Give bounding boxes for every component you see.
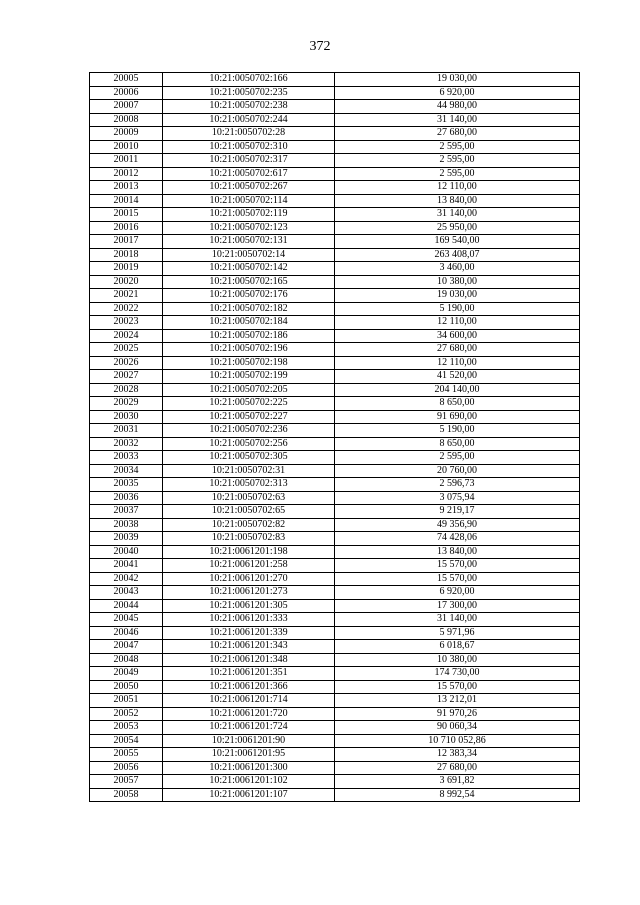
table-row: [90, 437, 580, 451]
row-number-cell: 20038: [90, 518, 163, 532]
row-number-cell: 20041: [90, 559, 163, 573]
value-cell: 10 710 052,86: [335, 734, 580, 748]
row-number-cell: 20006: [90, 86, 163, 100]
cadastral-number-cell: 10:21:0061201:720: [163, 707, 335, 721]
registry-table-body: [90, 73, 580, 802]
cadastral-number-cell: 10:21:0061201:258: [163, 559, 335, 573]
value-cell: 27 680,00: [335, 343, 580, 357]
value-cell: 204 140,00: [335, 383, 580, 397]
table-row: [90, 478, 580, 492]
table-row: [90, 748, 580, 762]
table-row: [90, 572, 580, 586]
table-row: [90, 86, 580, 100]
value-cell: 13 840,00: [335, 194, 580, 208]
table-row: [90, 100, 580, 114]
table-row: [90, 289, 580, 303]
table-row: [90, 248, 580, 262]
row-number-cell: 20047: [90, 640, 163, 654]
table-row: [90, 761, 580, 775]
value-cell: 19 030,00: [335, 73, 580, 87]
value-cell: 34 600,00: [335, 329, 580, 343]
table-row: [90, 181, 580, 195]
table-row: [90, 73, 580, 87]
value-cell: 27 680,00: [335, 761, 580, 775]
row-number-cell: 20035: [90, 478, 163, 492]
table-row: [90, 275, 580, 289]
row-number-cell: 20025: [90, 343, 163, 357]
table-row: [90, 721, 580, 735]
cadastral-number-cell: 10:21:0050702:313: [163, 478, 335, 492]
value-cell: 12 110,00: [335, 356, 580, 370]
cadastral-number-cell: 10:21:0061201:351: [163, 667, 335, 681]
value-cell: 20 760,00: [335, 464, 580, 478]
cadastral-number-cell: 10:21:0061201:724: [163, 721, 335, 735]
table-row: [90, 505, 580, 519]
table-row: [90, 424, 580, 438]
row-number-cell: 20031: [90, 424, 163, 438]
cadastral-number-cell: 10:21:0061201:270: [163, 572, 335, 586]
row-number-cell: 20009: [90, 127, 163, 141]
row-number-cell: 20053: [90, 721, 163, 735]
row-number-cell: 20043: [90, 586, 163, 600]
cadastral-number-cell: 10:21:0061201:305: [163, 599, 335, 613]
table-row: [90, 302, 580, 316]
row-number-cell: 20049: [90, 667, 163, 681]
row-number-cell: 20013: [90, 181, 163, 195]
value-cell: 44 980,00: [335, 100, 580, 114]
row-number-cell: 20020: [90, 275, 163, 289]
row-number-cell: 20027: [90, 370, 163, 384]
cadastral-number-cell: 10:21:0061201:714: [163, 694, 335, 708]
table-row: [90, 194, 580, 208]
cadastral-number-cell: 10:21:0050702:166: [163, 73, 335, 87]
cadastral-number-cell: 10:21:0061201:273: [163, 586, 335, 600]
cadastral-number-cell: 10:21:0050702:310: [163, 140, 335, 154]
row-number-cell: 20007: [90, 100, 163, 114]
registry-table: [89, 72, 580, 802]
table-row: [90, 518, 580, 532]
value-cell: 27 680,00: [335, 127, 580, 141]
value-cell: 12 383,34: [335, 748, 580, 762]
table-row: [90, 532, 580, 546]
cadastral-number-cell: 10:21:0061201:339: [163, 626, 335, 640]
cadastral-number-cell: 10:21:0050702:198: [163, 356, 335, 370]
value-cell: 31 140,00: [335, 208, 580, 222]
cadastral-number-cell: 10:21:0050702:82: [163, 518, 335, 532]
value-cell: 5 190,00: [335, 424, 580, 438]
page-number: 372: [309, 39, 331, 54]
table-row: [90, 653, 580, 667]
table-row: [90, 545, 580, 559]
row-number-cell: 20015: [90, 208, 163, 222]
table-row: [90, 775, 580, 789]
cadastral-number-cell: 10:21:0061201:300: [163, 761, 335, 775]
table-row: [90, 613, 580, 627]
table-row: [90, 586, 580, 600]
table-row: [90, 464, 580, 478]
value-cell: 31 140,00: [335, 113, 580, 127]
table-row: [90, 788, 580, 802]
value-cell: 263 408,07: [335, 248, 580, 262]
row-number-cell: 20030: [90, 410, 163, 424]
table-row: [90, 599, 580, 613]
value-cell: 25 950,00: [335, 221, 580, 235]
table-row: [90, 410, 580, 424]
value-cell: 6 018,67: [335, 640, 580, 654]
cadastral-number-cell: 10:21:0050702:225: [163, 397, 335, 411]
row-number-cell: 20057: [90, 775, 163, 789]
cadastral-number-cell: 10:21:0050702:83: [163, 532, 335, 546]
cadastral-number-cell: 10:21:0050702:28: [163, 127, 335, 141]
row-number-cell: 20055: [90, 748, 163, 762]
cadastral-number-cell: 10:21:0050702:131: [163, 235, 335, 249]
value-cell: 8 650,00: [335, 397, 580, 411]
cadastral-number-cell: 10:21:0061201:90: [163, 734, 335, 748]
row-number-cell: 20026: [90, 356, 163, 370]
table-row: [90, 734, 580, 748]
value-cell: 12 110,00: [335, 316, 580, 330]
row-number-cell: 20036: [90, 491, 163, 505]
value-cell: 3 691,82: [335, 775, 580, 789]
value-cell: 12 110,00: [335, 181, 580, 195]
value-cell: 91 970,26: [335, 707, 580, 721]
row-number-cell: 20051: [90, 694, 163, 708]
value-cell: 19 030,00: [335, 289, 580, 303]
table-row: [90, 154, 580, 168]
row-number-cell: 20012: [90, 167, 163, 181]
cadastral-number-cell: 10:21:0050702:142: [163, 262, 335, 276]
cadastral-number-cell: 10:21:0050702:205: [163, 383, 335, 397]
value-cell: 3 460,00: [335, 262, 580, 276]
cadastral-number-cell: 10:21:0050702:227: [163, 410, 335, 424]
cadastral-number-cell: 10:21:0050702:244: [163, 113, 335, 127]
row-number-cell: 20022: [90, 302, 163, 316]
table-row: [90, 626, 580, 640]
value-cell: 8 992,54: [335, 788, 580, 802]
row-number-cell: 20024: [90, 329, 163, 343]
row-number-cell: 20037: [90, 505, 163, 519]
row-number-cell: 20039: [90, 532, 163, 546]
value-cell: 2 596,73: [335, 478, 580, 492]
table-row: [90, 127, 580, 141]
value-cell: 2 595,00: [335, 140, 580, 154]
cadastral-number-cell: 10:21:0050702:256: [163, 437, 335, 451]
row-number-cell: 20040: [90, 545, 163, 559]
cadastral-number-cell: 10:21:0050702:238: [163, 100, 335, 114]
row-number-cell: 20010: [90, 140, 163, 154]
table-row: [90, 559, 580, 573]
row-number-cell: 20019: [90, 262, 163, 276]
value-cell: 174 730,00: [335, 667, 580, 681]
cadastral-number-cell: 10:21:0050702:235: [163, 86, 335, 100]
table-row: [90, 113, 580, 127]
table-row: [90, 235, 580, 249]
cadastral-number-cell: 10:21:0050702:196: [163, 343, 335, 357]
value-cell: 169 540,00: [335, 235, 580, 249]
cadastral-number-cell: 10:21:0050702:176: [163, 289, 335, 303]
cadastral-number-cell: 10:21:0050702:305: [163, 451, 335, 465]
row-number-cell: 20032: [90, 437, 163, 451]
value-cell: 13 212,01: [335, 694, 580, 708]
value-cell: 31 140,00: [335, 613, 580, 627]
cadastral-number-cell: 10:21:0050702:317: [163, 154, 335, 168]
row-number-cell: 20028: [90, 383, 163, 397]
table-row: [90, 451, 580, 465]
cadastral-number-cell: 10:21:0050702:199: [163, 370, 335, 384]
value-cell: 49 356,90: [335, 518, 580, 532]
row-number-cell: 20044: [90, 599, 163, 613]
value-cell: 13 840,00: [335, 545, 580, 559]
value-cell: 8 650,00: [335, 437, 580, 451]
cadastral-number-cell: 10:21:0050702:65: [163, 505, 335, 519]
value-cell: 5 190,00: [335, 302, 580, 316]
cadastral-number-cell: 10:21:0050702:184: [163, 316, 335, 330]
row-number-cell: 20014: [90, 194, 163, 208]
row-number-cell: 20029: [90, 397, 163, 411]
value-cell: 74 428,06: [335, 532, 580, 546]
value-cell: 10 380,00: [335, 653, 580, 667]
cadastral-number-cell: 10:21:0050702:165: [163, 275, 335, 289]
row-number-cell: 20045: [90, 613, 163, 627]
table-row: [90, 167, 580, 181]
table-row: [90, 694, 580, 708]
table-row: [90, 343, 580, 357]
cadastral-number-cell: 10:21:0050702:617: [163, 167, 335, 181]
value-cell: 6 920,00: [335, 586, 580, 600]
value-cell: 2 595,00: [335, 154, 580, 168]
value-cell: 6 920,00: [335, 86, 580, 100]
cadastral-number-cell: 10:21:0050702:123: [163, 221, 335, 235]
value-cell: 15 570,00: [335, 559, 580, 573]
cadastral-number-cell: 10:21:0050702:236: [163, 424, 335, 438]
row-number-cell: 20016: [90, 221, 163, 235]
value-cell: 91 690,00: [335, 410, 580, 424]
row-number-cell: 20052: [90, 707, 163, 721]
cadastral-number-cell: 10:21:0061201:198: [163, 545, 335, 559]
value-cell: 15 570,00: [335, 680, 580, 694]
cadastral-number-cell: 10:21:0061201:102: [163, 775, 335, 789]
table-row: [90, 140, 580, 154]
value-cell: 10 380,00: [335, 275, 580, 289]
row-number-cell: 20056: [90, 761, 163, 775]
row-number-cell: 20046: [90, 626, 163, 640]
row-number-cell: 20033: [90, 451, 163, 465]
table-row: [90, 221, 580, 235]
table-row: [90, 356, 580, 370]
cadastral-number-cell: 10:21:0061201:95: [163, 748, 335, 762]
table-row: [90, 329, 580, 343]
row-number-cell: 20021: [90, 289, 163, 303]
row-number-cell: 20005: [90, 73, 163, 87]
row-number-cell: 20023: [90, 316, 163, 330]
table-row: [90, 707, 580, 721]
row-number-cell: 20008: [90, 113, 163, 127]
cadastral-number-cell: 10:21:0050702:63: [163, 491, 335, 505]
cadastral-number-cell: 10:21:0050702:114: [163, 194, 335, 208]
row-number-cell: 20050: [90, 680, 163, 694]
cadastral-number-cell: 10:21:0050702:186: [163, 329, 335, 343]
row-number-cell: 20017: [90, 235, 163, 249]
value-cell: 2 595,00: [335, 167, 580, 181]
cadastral-number-cell: 10:21:0061201:366: [163, 680, 335, 694]
table-row: [90, 383, 580, 397]
row-number-cell: 20042: [90, 572, 163, 586]
table-row: [90, 640, 580, 654]
value-cell: 90 060,34: [335, 721, 580, 735]
row-number-cell: 20011: [90, 154, 163, 168]
cadastral-number-cell: 10:21:0050702:267: [163, 181, 335, 195]
value-cell: 9 219,17: [335, 505, 580, 519]
row-number-cell: 20018: [90, 248, 163, 262]
value-cell: 3 075,94: [335, 491, 580, 505]
cadastral-number-cell: 10:21:0061201:333: [163, 613, 335, 627]
value-cell: 5 971,96: [335, 626, 580, 640]
table-row: [90, 262, 580, 276]
cadastral-number-cell: 10:21:0061201:343: [163, 640, 335, 654]
table-row: [90, 208, 580, 222]
row-number-cell: 20034: [90, 464, 163, 478]
table-row: [90, 370, 580, 384]
cadastral-number-cell: 10:21:0061201:107: [163, 788, 335, 802]
value-cell: 2 595,00: [335, 451, 580, 465]
value-cell: 15 570,00: [335, 572, 580, 586]
row-number-cell: 20058: [90, 788, 163, 802]
table-row: [90, 680, 580, 694]
cadastral-number-cell: 10:21:0061201:348: [163, 653, 335, 667]
table-row: [90, 491, 580, 505]
cadastral-number-cell: 10:21:0050702:14: [163, 248, 335, 262]
cadastral-number-cell: 10:21:0050702:119: [163, 208, 335, 222]
row-number-cell: 20048: [90, 653, 163, 667]
cadastral-number-cell: 10:21:0050702:31: [163, 464, 335, 478]
value-cell: 17 300,00: [335, 599, 580, 613]
table-row: [90, 316, 580, 330]
value-cell: 41 520,00: [335, 370, 580, 384]
table-row: [90, 397, 580, 411]
row-number-cell: 20054: [90, 734, 163, 748]
table-row: [90, 667, 580, 681]
cadastral-number-cell: 10:21:0050702:182: [163, 302, 335, 316]
